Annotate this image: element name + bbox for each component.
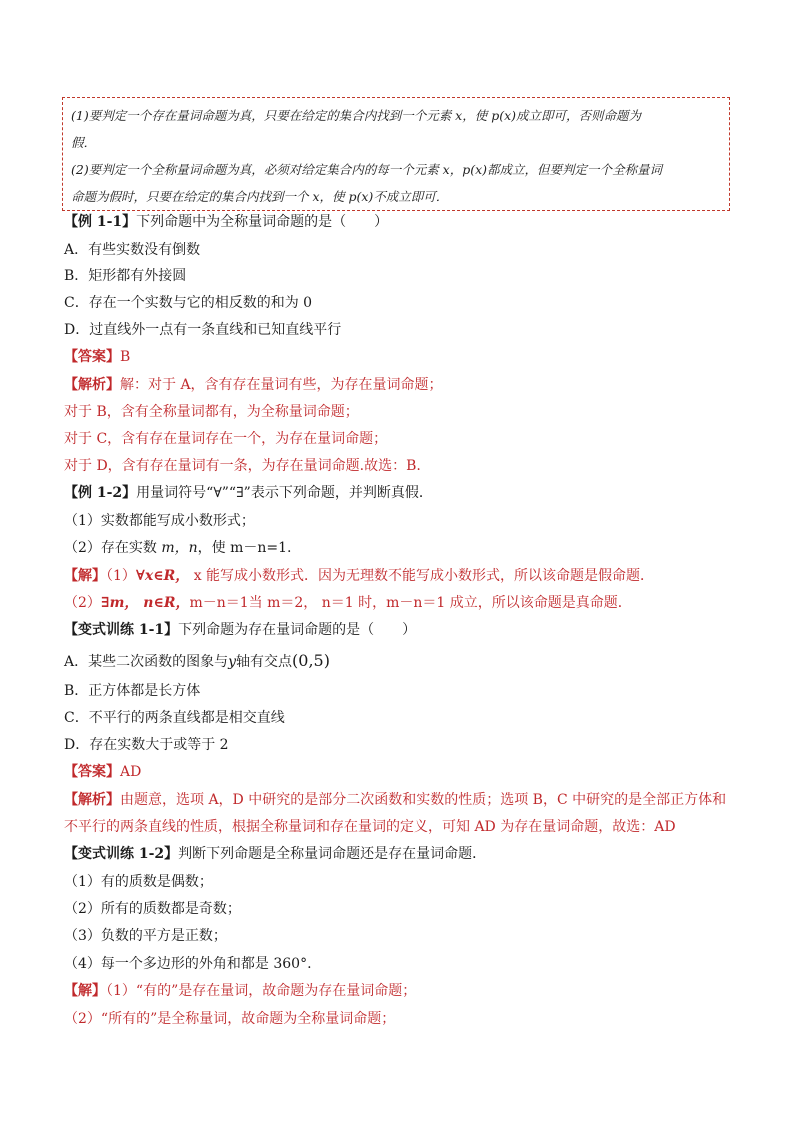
answer-tag: 【答案】	[64, 349, 120, 365]
analysis-line-2: 不平行的两条直线的性质，根据全称量词和存在量词的定义，可知 AD 为存在量词命题，故选：AD	[64, 819, 676, 835]
solution-tag: 【解】	[64, 568, 106, 584]
solution-line-2: （2）“所有的”是全称量词，故命题为全称量词命题；	[64, 1011, 396, 1027]
option-d: D．过直线外一点有一条直线和已知直线平行	[64, 322, 342, 338]
option-a: A．有些实数没有倒数	[64, 242, 201, 258]
math-var: y	[228, 654, 237, 670]
subquestion-2: （2）所有的质数都是奇数；	[64, 901, 241, 917]
question-text: 用量词符号“∀”“∃”表示下列命题，并判断真假．	[136, 485, 433, 501]
solution-line-2	[64, 593, 632, 613]
question-text: 下列命题为存在量词命题的是（ ）	[178, 622, 417, 638]
analysis-line-2: 对于 B，含有全称量词都有，为全称量词命题；	[64, 404, 359, 420]
tip-line-3: (2)要判定一个全称量词命题为真，必须对给定集合内的每一个元素 x，p(x)都成立，但要判定一个全称量词	[71, 162, 663, 177]
math-expr: ∃m， n∈R，	[100, 595, 190, 611]
option-b: B．矩形都有外接圆	[64, 268, 187, 284]
tip-line-2: 假．	[71, 135, 97, 150]
subquestion-1: （1）有的质数是偶数；	[64, 874, 213, 890]
math-expr: ∀x∈R，	[135, 568, 190, 584]
variation-1-2-question	[64, 844, 486, 864]
example-tag: 【例 1-2】	[64, 485, 137, 501]
tip-line-4: 命题为假时，只要在给定的集合内找到一个 x，使 p(x)不成立即可．	[71, 189, 449, 204]
text: （1）	[106, 568, 136, 584]
answer-value: AD	[120, 764, 142, 780]
example-tag: 【例 1-1】	[64, 214, 137, 230]
subquestion-1: （1）实数都能写成小数形式；	[64, 513, 255, 529]
subquestion-2	[64, 538, 292, 558]
analysis-text: 解：对于 A，含有存在量词有些，为存在量词命题；	[120, 377, 443, 393]
analysis-line-3: 对于 C，含有存在量词存在一个，为存在量词命题；	[64, 431, 388, 447]
variation-tag: 【变式训练 1-2】	[64, 846, 179, 862]
example-1-2-question	[64, 483, 433, 503]
text: （2）存在实数	[64, 540, 162, 556]
question-text: 判断下列命题是全称量词命题还是存在量词命题．	[178, 846, 487, 862]
answer-line	[64, 762, 141, 782]
analysis-text: 由题意，选项 A，D 中研究的是部分二次函数和实数的性质；选项 B，C 中研究的是全部正方体和	[120, 792, 727, 808]
math-point: (0,5)	[292, 651, 330, 670]
variation-1-1-question	[64, 620, 416, 640]
text: 轴有交点	[236, 654, 293, 670]
option-d: D．存在实数大于或等于 2	[64, 737, 229, 753]
subquestion-4: （4）每一个多边形的外角和都是 360°.	[64, 956, 312, 972]
example-1-1-question	[64, 212, 388, 232]
analysis-line-4: 对于 D，含有存在量词有一条，为存在量词命题.故选：B.	[64, 458, 421, 474]
answer-value: B	[120, 349, 131, 365]
answer-line	[64, 347, 130, 367]
text: ，使 m－n=1.	[197, 540, 292, 556]
option-b: B．正方体都是长方体	[64, 683, 201, 699]
analysis-tag: 【解析】	[64, 792, 120, 808]
analysis-tag: 【解析】	[64, 377, 120, 393]
text: m－n＝1当 m＝2， n＝1 时，m－n＝1 成立，所以该命题是真命题．	[189, 595, 632, 611]
solution-line-1	[64, 566, 654, 586]
question-text: 下列命题中为全称量词命题的是（ ）	[136, 214, 389, 230]
variation-tag: 【变式训练 1-1】	[64, 622, 179, 638]
solution-line-1	[64, 981, 416, 1001]
option-c: C．存在一个实数与它的相反数的和为 0	[64, 295, 313, 311]
analysis-line-1	[64, 790, 726, 810]
text: x 能写成小数形式．因为无理数不能写成小数形式，所以该命题是假命题．	[189, 568, 655, 584]
text: （1）“有的”是存在量词，故命题为存在量词命题；	[106, 983, 417, 999]
math-vars: m，n	[161, 540, 198, 556]
analysis-line-1	[64, 375, 443, 395]
answer-tag: 【答案】	[64, 764, 120, 780]
text: A．某些二次函数的图象与	[64, 654, 229, 670]
option-c: C．不平行的两条直线都是相交直线	[64, 710, 285, 726]
tip-box	[62, 97, 730, 211]
text: （2）	[64, 595, 101, 611]
solution-tag: 【解】	[64, 983, 106, 999]
tip-line-1: (1)要判定一个存在量词命题为真，只要在给定的集合内找到一个元素 x，使 p(x)成立即可，否则命题为	[71, 108, 642, 123]
subquestion-3: （3）负数的平方是正数；	[64, 928, 227, 944]
option-a	[64, 651, 330, 672]
